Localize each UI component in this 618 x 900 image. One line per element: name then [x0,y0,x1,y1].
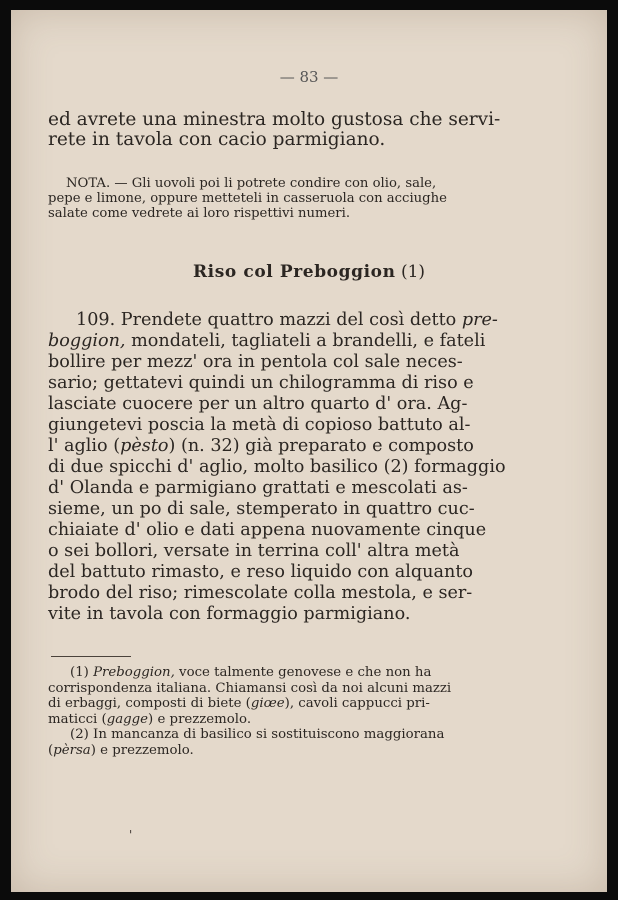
stray-mark: ' [129,828,133,842]
text-line: d' Olanda e parmigiano grattati e mescolati as- [48,478,468,498]
text-span: di erbaggi, composti di biete ( [48,696,251,711]
text-line: o sei bollori, versate in terrina coll' altra metà [48,541,460,561]
text-span: mondateli, tagliateli a brandelli, e fateli [125,331,486,351]
text-line [48,310,498,331]
text-span: l' aglio ( [48,436,121,456]
footnote-divider [51,656,131,657]
italic-span: pèsto [120,436,169,456]
text-line [48,436,488,457]
footnote-line [48,665,488,681]
recipe-title-text: Riso col Preboggion [192,262,396,282]
italic-span: giœe [250,696,285,711]
lead-paragraph [48,109,501,150]
italic-span: Preboggion, [93,665,175,680]
recipe-title [11,262,607,282]
text-span: ( [48,742,54,758]
footnotes [48,665,488,758]
italic-span: pèrsa [53,742,91,758]
text-line: brodo del riso; rimescolate colla mestola, e ser- [48,583,473,603]
text-span: ) e prezzemolo. [148,711,252,727]
text-span: voce talmente genovese e che non ha [174,665,432,680]
page-number: — 83 — [279,68,339,86]
text-line: del battuto rimasto, e reso liquido con alquanto [48,562,473,582]
recipe-title-footnote-ref: (1) [400,262,426,282]
text-line: salate come vedrete ai loro rispettivi numeri. [48,206,351,221]
footnote-line [48,696,488,712]
nota-paragraph [48,176,488,221]
footnote-line: corrispondenza italiana. Chiamansi così da noi alcuni mazzi [48,680,452,696]
recipe-paragraph [48,310,506,625]
text-span: ) (n. 32) già preparato e composto [168,436,474,456]
text-line: chiaiate d' olio e dati appena nuovamente cinque [48,520,487,540]
book-page [11,10,607,892]
text-line: bollire per mezz' ora in pentola col sale neces- [48,352,463,372]
italic-span: gagge [106,711,149,727]
text-line: giungetevi poscia la metà di copioso battuto al- [48,415,471,435]
text-line: di due spicchi d' aglio, molto basilico (2) formaggio [48,457,506,477]
text-span: ), cavoli cappucci pri- [284,696,430,711]
footnote-line: (2) In mancanza di basilico si sostituiscono maggiorana [70,727,445,742]
text-line: sieme, un po di sale, stemperato in quattro cuc- [48,499,475,519]
text-line: rete in tavola con cacio parmigiano. [48,129,386,150]
text-line: NOTA. — Gli uovoli poi li potrete condire con olio, sale, [66,176,437,191]
footnote-line [48,712,488,728]
text-span: 109. Prendete quattro mazzi del così detto [76,310,462,330]
text-line: pepe e limone, oppure metteteli in casseruola con acciughe [48,191,447,206]
italic-span: boggion, [48,331,126,351]
text-span: maticci ( [48,711,107,727]
text-line: ed avrete una minestra molto gustosa che servi- [48,109,501,130]
text-line: vite in tavola con formaggio parmigiano. [48,604,411,624]
text-line: sario; gettatevi quindi un chilogramma di riso e [48,373,474,393]
text-span: (1) [70,665,94,680]
text-span: ) e prezzemolo. [90,742,194,758]
italic-span: pre- [461,310,498,330]
text-line [48,331,488,352]
footnote-line [48,743,488,759]
text-line: lasciate cuocere per un altro quarto d' ora. Ag- [48,394,468,414]
